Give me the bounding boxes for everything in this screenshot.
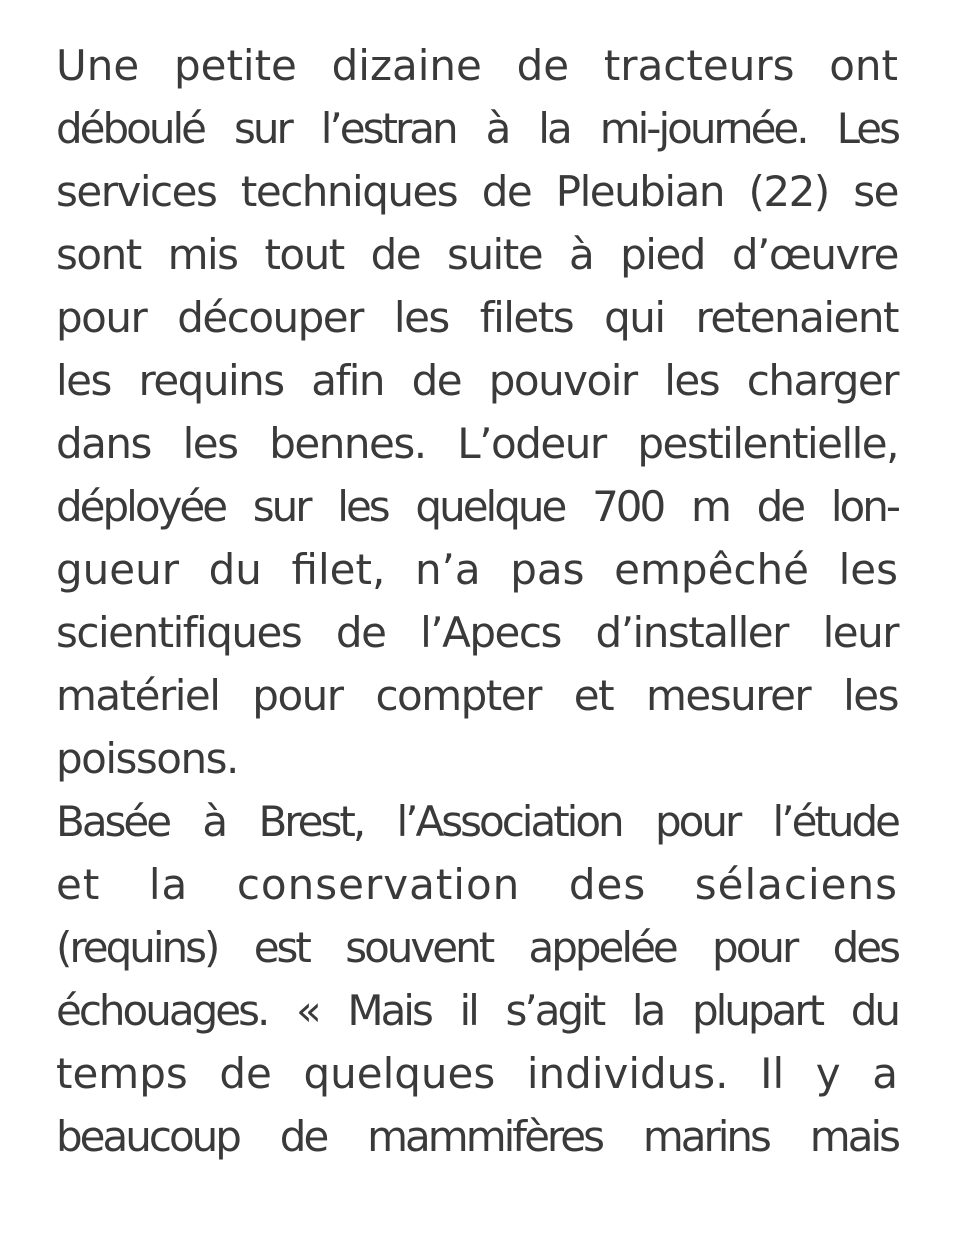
text-line: déployée sur les quelque 700 m de lon- bbox=[56, 482, 898, 531]
text-line: services techniques de Pleubian (22) se bbox=[56, 167, 898, 216]
text-line: temps de quelques individus. Il y a bbox=[56, 1049, 898, 1098]
text-line: matériel pour compter et mesurer les bbox=[56, 671, 898, 720]
text-line: Une petite dizaine de tracteurs ont bbox=[56, 41, 898, 90]
text-line: poissons. bbox=[56, 734, 238, 783]
article-text-column bbox=[56, 34, 898, 1168]
text-line: dans les bennes. L’odeur pestilentielle, bbox=[56, 419, 898, 468]
paragraph-2 bbox=[56, 790, 898, 1168]
text-line: et la conservation des sélaciens bbox=[56, 860, 898, 909]
text-line: gueur du filet, n’a pas empêché les bbox=[56, 545, 898, 594]
text-line: pour découper les filets qui retenaient bbox=[56, 293, 898, 342]
text-line: sont mis tout de suite à pied d’œuvre bbox=[56, 230, 898, 279]
paragraph-1 bbox=[56, 34, 898, 790]
text-line: scientifiques de l’Apecs d’installer leur bbox=[56, 608, 898, 657]
text-line: (requins) est souvent appelée pour des bbox=[56, 923, 898, 972]
text-line: beaucoup de mammifères marins mais bbox=[56, 1112, 898, 1161]
text-line: Basée à Brest, l’Association pour l’étude bbox=[56, 797, 898, 846]
text-line: les requins afin de pouvoir les charger bbox=[56, 356, 898, 405]
text-line: déboulé sur l’estran à la mi-journée. Les bbox=[56, 104, 898, 153]
text-line: échouages. « Mais il s’agit la plupart du bbox=[56, 986, 898, 1035]
